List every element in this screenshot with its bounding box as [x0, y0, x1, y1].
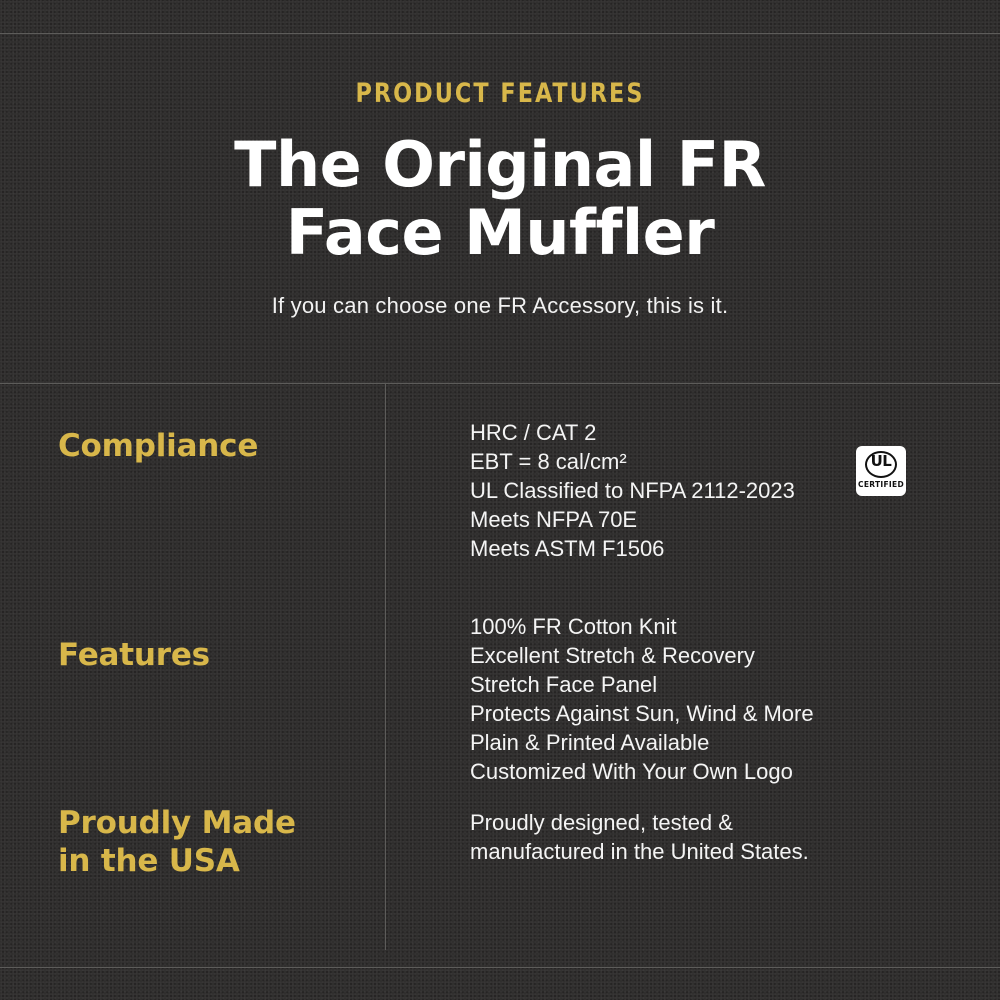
- eyebrow-label: PRODUCT FEATURES: [355, 78, 645, 109]
- spec-line: Meets ASTM F1506: [470, 536, 665, 561]
- spec-line: EBT = 8 cal/cm²: [470, 449, 627, 474]
- spec-line: Plain & Printed Available: [470, 730, 710, 755]
- spec-content-made-in-usa: [470, 808, 910, 866]
- spec-label-compliance: Compliance: [58, 428, 259, 464]
- spec-content-features: [470, 612, 940, 786]
- spec-line: HRC / CAT 2: [470, 420, 597, 445]
- page-title-line-1: The Original FR: [234, 128, 766, 201]
- ul-caption-text: CERTIFIED: [858, 480, 904, 489]
- header: [0, 33, 1000, 383]
- spec-label-line-2: in the USA: [58, 843, 240, 879]
- page-subtitle: If you can choose one FR Accessory, this is it.: [271, 293, 729, 318]
- spec-line: Proudly designed, tested &: [470, 810, 733, 835]
- spec-line: Protects Against Sun, Wind & More: [470, 701, 814, 726]
- spec-rows: [0, 384, 1000, 967]
- ul-certified-icon: [856, 446, 906, 496]
- spec-line: Customized With Your Own Logo: [470, 759, 793, 784]
- spec-line: Stretch Face Panel: [470, 672, 658, 697]
- spec-line: manufactured in the United States.: [470, 839, 809, 864]
- page-title: [0, 128, 1000, 269]
- divider-bottom: [0, 967, 1000, 968]
- spec-line: Excellent Stretch & Recovery: [470, 643, 755, 668]
- spec-label-features: Features: [58, 637, 210, 673]
- spec-line: UL Classified to NFPA 2112-2023: [470, 478, 795, 503]
- spec-line: 100% FR Cotton Knit: [470, 614, 677, 639]
- spec-label-made-in-usa: [58, 804, 368, 880]
- page-title-line-2: Face Muffler: [285, 196, 715, 269]
- ul-mark-text: UL: [870, 452, 892, 470]
- spec-label-line-1: Proudly Made: [58, 805, 296, 841]
- spec-line: Meets NFPA 70E: [470, 507, 638, 532]
